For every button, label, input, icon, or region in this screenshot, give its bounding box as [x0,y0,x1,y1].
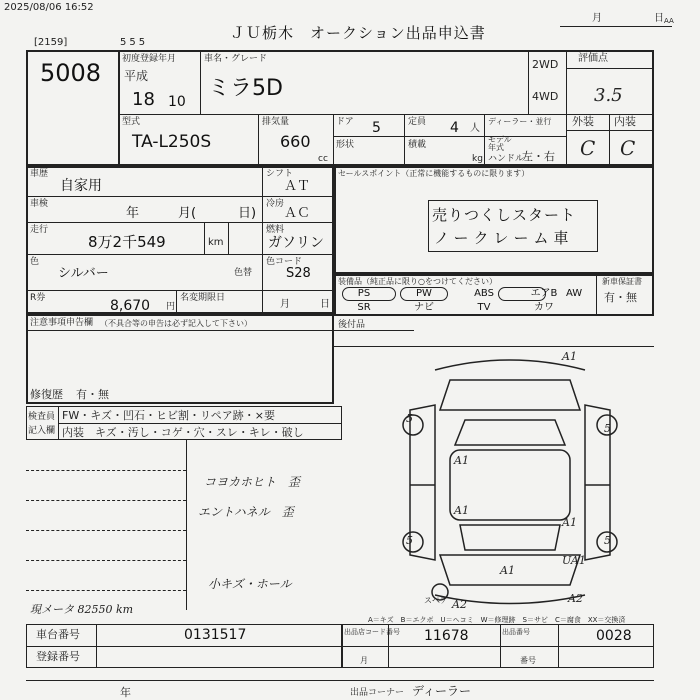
color-code-label: 色コード [266,257,303,267]
load-unit: kg [472,154,483,164]
inspection-day: 日) [238,206,257,221]
ref-digits: 555 [120,37,149,48]
warranty-label: 新車保証書 [602,277,642,286]
notes-sub-label: （不具合等の申告は必ず記入して下さい） [100,319,252,328]
diagram-mark-ua1-right: UA1 [562,554,586,567]
shift-value: ＡＴ [284,179,311,194]
tax-day: 日 [320,299,330,310]
date-suffix: AA [664,17,674,25]
displacement-label: 排気量 [262,117,290,127]
footer-dealer: ディーラー [412,684,472,698]
drive-2wd: 2WD [532,58,559,71]
color-label: 色 [30,257,40,267]
recycle-label: R券 [30,293,46,303]
equip-circles-2 [400,287,448,301]
ref-code: [2159] [34,37,68,48]
interior-label: 内装 [614,115,636,128]
wheel-mark-fl: 5 [406,412,413,425]
after-market-label: 後付品 [338,320,366,330]
color-change-label: 色替 [234,268,253,278]
displacement-unit: cc [318,154,328,164]
footer-month-label: 月 [360,656,368,665]
first-reg-label: 初度登録年月 [122,54,177,64]
notes-label: 注意事項申告欄 [30,318,94,328]
capacity-label: 定員 [408,117,427,127]
diagram-mark-a1-top: A1 [562,350,577,363]
handwritten-note-2: エントハネル 歪 [198,505,294,519]
date-month: 月 [592,13,602,24]
mileage-value: 8万2千549 [88,233,166,251]
equipment-label: 装備品（純正品に限り○をつけてください） [338,277,497,286]
equip-ps: PS [357,288,371,299]
handwritten-mileage-note: 現メータ 82550 km [30,603,134,616]
color-value: シルバー [58,266,109,281]
reg-year: 18 [132,89,155,110]
lot-number: 5008 [40,59,102,87]
chassis-label: 車台番号 [36,628,80,641]
shift-label: シフト [266,169,294,179]
equip-pw: PW [416,288,432,299]
ac-label: 冷房 [266,199,285,209]
inspection-month: 月( [178,206,197,221]
diagram-mark-a1-left: A1 [454,454,469,467]
inspector-label-top: 検査員 [28,412,56,422]
usage-value: 自家用 [60,178,102,194]
sales-point-label: セールスポイント（正常に機能するものに限ります） [338,169,530,178]
equip-sr: SR [357,302,371,313]
interior-damage-row: 内装 キズ・汚し・コゲ・穴・スレ・キレ・破し [62,426,304,439]
capacity-value: 4 [450,120,459,136]
diagram-mark-a2-right: A2 [568,592,583,605]
inspector-label-bottom: 記入欄 [28,426,56,436]
handwritten-note-3: 小キズ・ホール [208,577,292,591]
fuel-label: 燃料 [266,225,285,235]
doors-value: 5 [372,120,381,136]
rating-value: 3.5 [594,85,623,106]
member-number: 11678 [424,628,469,644]
rating-label: 評価点 [578,53,608,64]
dealer-label: ディーラー・並行 [488,117,552,126]
repair-label: 修復歴 [30,388,63,401]
tax-month: 月 [280,299,290,310]
handle-label: ハンドル [488,154,525,164]
exhibit-number: 0028 [596,628,632,644]
spare-label: スペア [424,596,448,605]
exterior-grade: C [580,136,596,160]
model-label: 車名・グレード [204,54,268,64]
footer-corner-label: 出品コーナー [350,688,405,698]
diagram-mark-ua-center: A1 [500,564,515,577]
wheel-mark-rl: 5 [406,534,413,547]
handle-value: 左・右 [522,150,555,163]
diagram-mark-a1-right: A1 [562,516,577,529]
model-name: ミラ5D [208,76,283,101]
shape-label: 形状 [336,140,355,150]
equip-circles-3 [498,287,546,301]
type-label: 型式 [122,117,141,127]
exterior-damage-row: FW・キズ・凹石・ヒビ割・リペア跡・×要 [62,409,275,422]
repair-value: 有・無 [76,388,109,401]
form-title: ＪＵ栃木 オークション出品申込書 [230,24,486,42]
recycle-amount: 8,670 [110,298,151,314]
equip-aw: AW [566,288,583,299]
warranty-value: 有・無 [604,291,637,304]
handwritten-note-1: コヨカホヒト 歪 [204,475,301,489]
footer-bottom-left: 年 [120,686,131,699]
wheel-mark-fr: 5 [604,422,611,435]
doors-label: ドア [336,117,354,127]
equip-circles [342,287,396,301]
sales-point-line-1: 売りつくしスタート [432,206,577,224]
mileage-unit: km [208,237,224,248]
damage-legend: A＝キズ B＝エクボ U＝ヘコミ W＝修理跡 S＝サビ C＝腐食 XX＝交換済 [368,616,626,624]
fuel-value: ガソリン [268,235,324,251]
color-code-value: S28 [286,266,311,281]
wheel-mark-rr: 5 [604,534,611,547]
capacity-unit: 人 [470,123,480,134]
date-day: 日 [654,13,664,24]
equip-airbag: エアB [530,288,558,299]
registration-label: 登録番号 [36,650,80,663]
inspection-year: 年 [126,206,140,221]
load-label: 積載 [408,140,427,150]
inspection-label: 車検 [30,199,49,209]
equip-tv: TV [477,302,491,313]
member-no-label: 出品店コード番号 [344,628,400,636]
print-timestamp: 2025/08/06 16:52 [4,2,94,13]
footer-number-label: 番号 [520,656,536,665]
exterior-label: 外装 [572,115,594,128]
model-label-2: モデル [488,135,512,144]
sales-point-line-2: ノークレーム車 [434,229,574,247]
reg-month: 10 [168,94,186,110]
recycle-unit: 円 [166,302,176,312]
mileage-label: 走行 [30,225,49,235]
chassis-number: 0131517 [184,627,247,643]
type-code: TA-L250S [132,132,212,152]
ac-value: ＡＣ [284,206,311,221]
exhibit-no-label: 出品番号 [502,628,530,636]
model-year-label: 年式 [488,143,504,152]
diagram-mark-a2-bottom: A2 [452,598,467,611]
equip-abs: ABS [474,288,494,299]
diagram-mark-a1-center: A1 [454,504,469,517]
interior-grade: C [620,136,636,160]
drive-4wd: 4WD [532,90,559,103]
era-label: 平成 [124,69,149,83]
equip-leather: カワ [534,302,554,313]
equip-navi: ナビ [414,302,434,313]
displacement-value: 660 [280,132,311,151]
tax-label: 名変期限日 [180,293,226,303]
usage-label: 車歴 [30,169,49,179]
